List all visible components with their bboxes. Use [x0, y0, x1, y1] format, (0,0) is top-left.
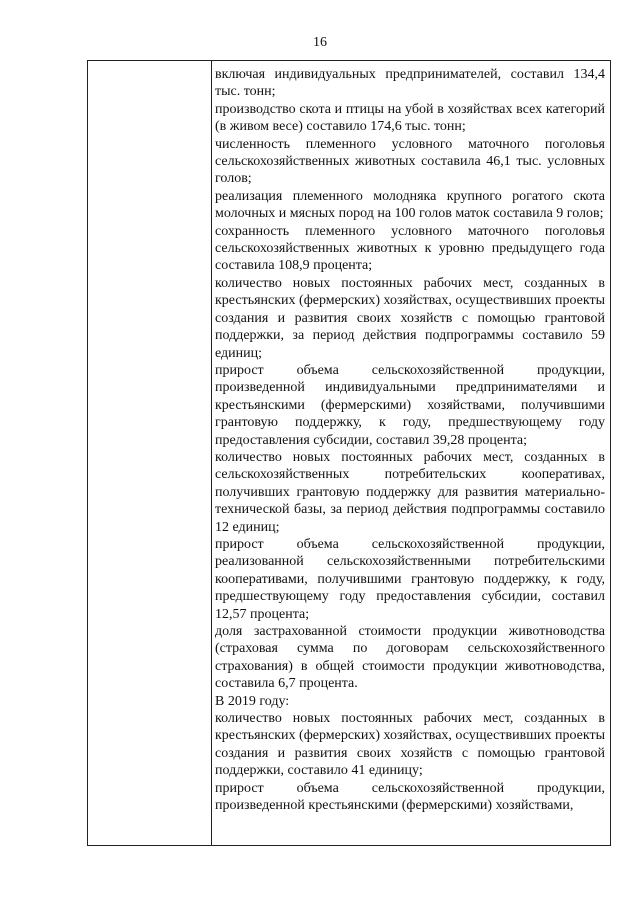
paragraph: количество новых постоянных рабочих мест, созданных в сельскохозяйственных потребительских кооперативах, получивших грантовую поддержку для развития материально-технической базы, за период действия подпрограммы составило 12 единиц; — [215, 449, 605, 535]
paragraph: доля застрахованной стоимости продукции животноводства (страховая сумма по договорам сельскохозяйственного страхования) в общей стоимости продукции животноводства, составила 6,7 процента. — [215, 624, 605, 692]
section-heading: В 2019 году: — [215, 693, 290, 709]
paragraph: количество новых постоянных рабочих мест, созданных в крестьянских (фермерских) хозяйствах, осуществивших проекты создания и развития своих хозяйств с помощью грантовой поддержки, за период действия подпрограммы составило 59 единиц; — [215, 275, 605, 361]
paragraph: прирост объема сельскохозяйственной продукции, реализованной сельскохозяйственными потребительскими кооперативами, получившими грантовую поддержку, к году, предшествующему году предоставления субсидии, составил 12,57 процента; — [215, 536, 605, 622]
paragraph: численность племенного условного маточного поголовья сельскохозяйственных животных составила 46,1 тыс. условных голов; — [215, 136, 605, 187]
document-table — [87, 60, 611, 846]
paragraph: сохранность племенного условного маточного поголовья сельскохозяйственных животных к уровню предыдущего года составила 108,9 процента; — [215, 223, 605, 274]
paragraph: прирост объема сельскохозяйственной продукции, произведенной индивидуальными предпринимателями и крестьянскими (фермерскими) хозяйствами, получившими грантовую поддержку, к году, предшествующему году предоставления субсидии, составил 39,28 процента; — [215, 362, 605, 448]
page-number: 16 — [313, 35, 327, 50]
table-left-cell — [88, 61, 212, 845]
paragraph: производство скота и птицы на убой в хозяйствах всех категорий (в живом весе) составило 174,6 тыс. тонн; — [215, 101, 605, 135]
paragraph: прирост объема сельскохозяйственной продукции, произведенной крестьянскими (фермерскими) хозяйствами, — [215, 780, 605, 814]
paragraph: реализация племенного молодняка крупного рогатого скота молочных и мясных пород на 100 голов маток составила 9 голов; — [215, 188, 605, 222]
paragraph: количество новых постоянных рабочих мест, созданных в крестьянских (фермерских) хозяйствах, осуществивших проекты создания и развития своих хозяйств с помощью грантовой поддержки, составило 41 единицу; — [215, 711, 605, 779]
table-right-cell — [215, 66, 605, 814]
paragraph: включая индивидуальных предпринимателей, составил 134,4 тыс. тонн; — [215, 67, 605, 100]
